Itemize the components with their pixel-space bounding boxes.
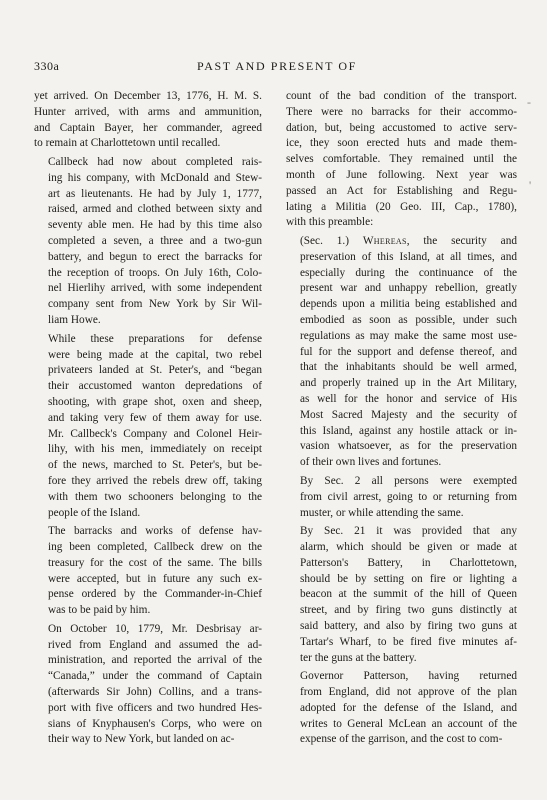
text-line: “Canada,” under the command of Captain [48, 670, 262, 683]
text-line: to remain at Charlottetown until recalled. [34, 137, 221, 150]
right-text-column [286, 89, 517, 751]
text-line: By Sec. 2 all persons were exempted [300, 474, 517, 487]
text-line: people of the Island. [48, 506, 141, 519]
paragraph [34, 622, 262, 748]
text-line: ing been completed, Callbeck drew on the [48, 540, 262, 553]
text-line: vasion whatsoever, as for the preservation [300, 440, 517, 453]
text-line: Tartar's Wharf, to be fired five minutes af- [300, 635, 517, 648]
text-line: beacon at the summit of the hill of Queen [300, 588, 517, 601]
text-line: preservation of this Island, at all times, and [300, 250, 517, 263]
text-line: present war and unhappy rebellion, greatly [300, 282, 517, 295]
text-line: art as lieutenants. He had by July 1, 1777, [48, 187, 262, 200]
paragraph [286, 524, 517, 666]
text-line: Governor Patterson, having returned [300, 670, 517, 683]
text-line: Most Sacred Majesty and the security of [300, 408, 517, 421]
text-line: of their own lives and fortunes. [300, 456, 442, 469]
text-line: privateers landed at St. Peter's, and “began [48, 364, 262, 377]
text-line: ice, they soon erected huts and made them- [286, 137, 517, 150]
text-line: (Sec. 1.) Whereas, the security and [300, 235, 517, 248]
text-line: Callbeck had now about completed rais- [48, 156, 262, 169]
text-line: should be by setting on fire or lighting a [300, 572, 517, 585]
text-line: regulations as may make the same most use- [300, 329, 517, 342]
text-line: of the news, marched to St. Peter's, but be- [48, 459, 262, 472]
running-title: PAST AND PRESENT OF [197, 59, 357, 73]
text-line: with this preamble: [286, 216, 374, 229]
text-line: were being made at the capital, two rebel [48, 348, 262, 361]
text-line: pense ordered by the Commander-in-Chief [48, 588, 262, 601]
text-line: ministration, and reported the arrival of the [48, 654, 262, 667]
text-line: was to be paid by him. [48, 604, 151, 617]
text-line: adopted for the defense of the Island, and [300, 701, 517, 714]
text-line: Hunter arrived, with arms and ammunition, [34, 105, 262, 118]
text-line: liam Howe. [48, 314, 101, 327]
text-line: fore they arrived the rebels drew off, taking [48, 474, 262, 487]
text-line: By Sec. 21 it was provided that any [300, 525, 517, 538]
text-line: ter the guns at the battery. [300, 651, 417, 664]
page-header [34, 59, 520, 75]
text-line: as well for the honor and service of His [300, 393, 517, 406]
margin-mark: - [527, 95, 531, 109]
text-line: While these preparations for defense [48, 332, 262, 345]
text-line: seventy able men. He had by this time also [48, 219, 262, 232]
text-line: ing his company, with McDonald and Stew- [48, 171, 262, 184]
text-line: from civil arrest, going to or returning from [300, 490, 517, 503]
text-line: and taking very few of them away for use. [48, 411, 262, 424]
text-line: the reception of troops. On July 16th, Colo- [48, 266, 262, 279]
text-line: depends upon a militia being established and [300, 298, 517, 311]
text-line: raised, armed and clothed between sixty and [48, 203, 262, 216]
text-line: dation, but, being accustomed to active serv- [286, 121, 517, 134]
text-line: expense of the garrison, and the cost to com- [300, 733, 503, 746]
text-line: rived from England and assumed the ad- [48, 638, 262, 651]
text-line: port with five officers and two hundred Hes- [48, 701, 262, 714]
text-line: battery, and begun to erect the barracks for [48, 250, 262, 263]
text-line: (afterwards Sir John) Collins, and a trans- [48, 686, 262, 699]
paragraph [34, 89, 262, 152]
text-line: selves comfortable. They remained until the [286, 153, 517, 166]
text-line: ful for the support and defense thereof, and [300, 345, 517, 358]
text-line: lihy, with his men, immediately on receipt [48, 443, 262, 456]
text-line: especially during the continuance of the [300, 266, 517, 279]
text-line: sians of Knyphausen's Corps, who were on [48, 717, 262, 730]
page-number: 330a [34, 59, 60, 73]
text-line: and properly trained up in the Art Military, [300, 377, 517, 390]
text-line: lating a Militia (20 Geo. III, Cap., 1780), [286, 200, 517, 213]
text-line: month of June following. Next year was [286, 168, 517, 181]
text-line: that the inhabitants should be well armed, [300, 361, 517, 374]
text-line: their accustomed wanton depredations of [48, 380, 262, 393]
text-line: and Captain Bayer, her commander, agreed [34, 121, 262, 134]
margin-mark: ' [529, 178, 532, 192]
text-line: passed an Act for Establishing and Regu- [286, 184, 517, 197]
text-line: count of the bad condition of the transport. [286, 90, 517, 102]
text-line: yet arrived. On December 13, 1776, H. M. S. [34, 90, 262, 102]
left-text-column [34, 89, 262, 751]
text-line: company sent from New York by Sir Wil- [48, 298, 262, 311]
text-line: said battery, and also by firing two guns at [300, 619, 517, 632]
text-line: embodied as soon as possible, under such [300, 314, 517, 327]
text-line: alarm, which should be given or made at [300, 540, 517, 553]
text-line: this Island, against any hostile attack or in- [300, 424, 517, 437]
text-line: nel Hierlihy arrived, with some independent [48, 282, 262, 295]
paragraph [34, 155, 262, 329]
text-line: On October 10, 1779, Mr. Desbrisay ar- [48, 622, 262, 635]
text-line: street, and by firing two guns distinctly at [300, 604, 517, 617]
paragraph [286, 89, 517, 231]
text-line: muster, or while attending the same. [300, 506, 464, 519]
text-line: shooting, with grape shot, oxen and sheep, [48, 395, 262, 408]
text-line: with them two schooners belonging to the [48, 490, 262, 503]
text-line: from England, did not approve of the plan [300, 686, 517, 699]
text-line: were accepted, but in future any such ex- [48, 572, 262, 585]
paragraph [286, 669, 517, 748]
text-line: Mr. Callbeck's Company and Colonel Heir- [48, 427, 262, 440]
text-line: There were no barracks for their accommo- [286, 105, 517, 118]
paragraph [286, 234, 517, 471]
paragraph [34, 524, 262, 619]
text-line: completed a seven, a three and a two-gun [48, 235, 262, 248]
paragraph [34, 332, 262, 522]
text-line: The barracks and works of defense hav- [48, 525, 262, 538]
text-line: their way to New York, but landed on ac- [48, 733, 235, 746]
text-line: writes to General McLean an account of the [300, 717, 517, 730]
text-line: Patterson's Battery, in Charlottetown, [300, 556, 517, 569]
text-line: treasury for the cost of the same. The bills [48, 556, 262, 569]
paragraph [286, 474, 517, 521]
